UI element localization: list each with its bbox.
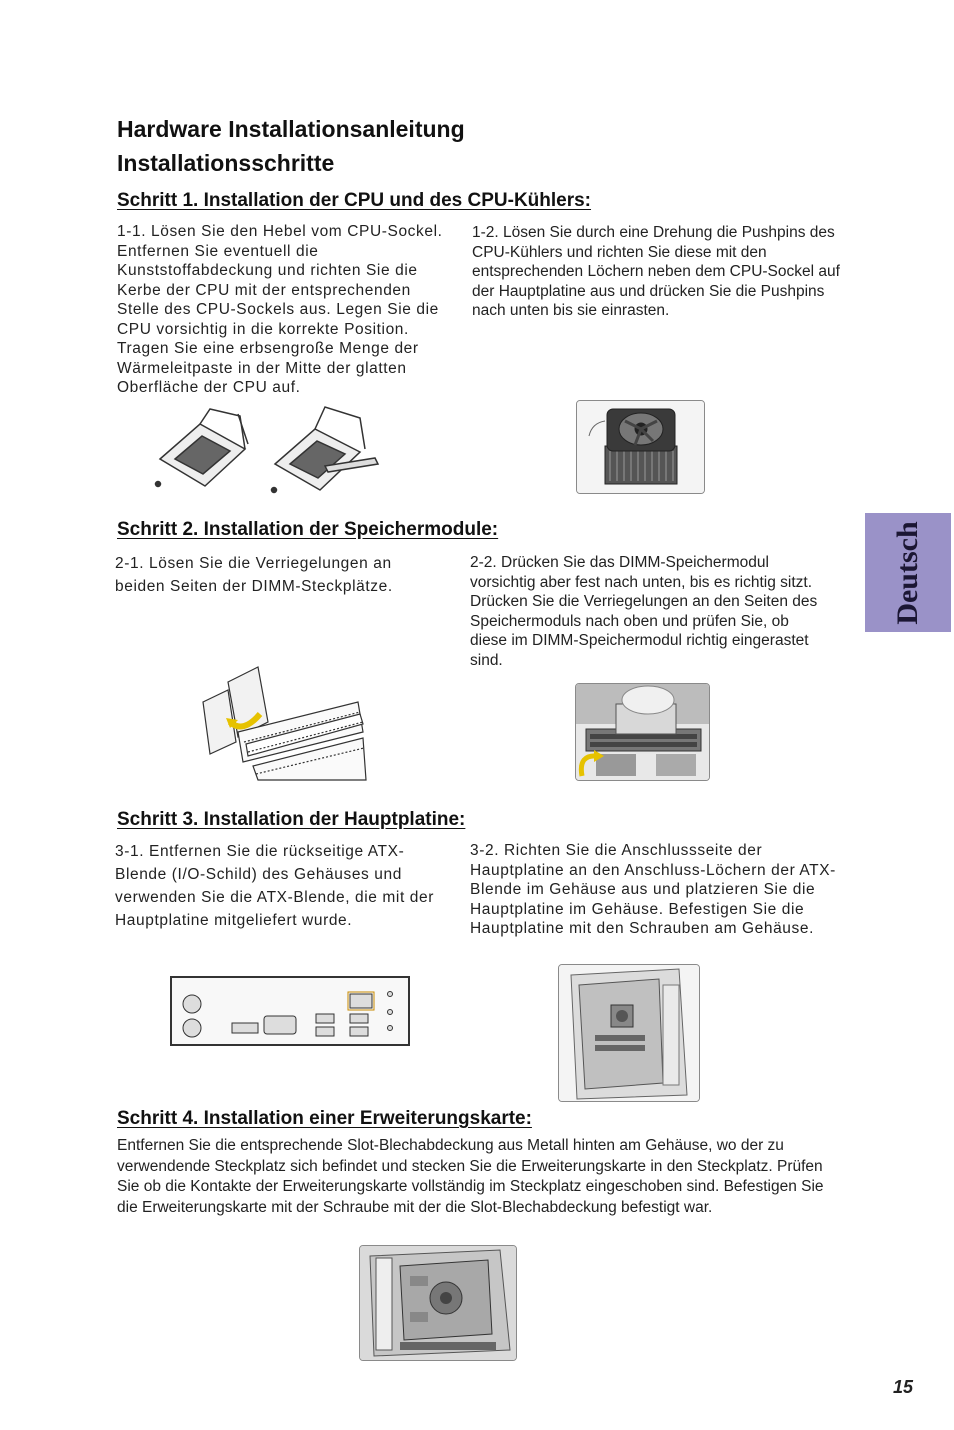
step-2-heading: Schritt 2. Installation der Speichermodule: [117,519,499,540]
cpu-socket-illustration [150,404,390,496]
dimm-install-image [575,683,710,781]
page-subtitle: Installationsschritte [117,150,335,176]
dimm-slot-illustration [198,662,368,786]
step-4-text: Entfernen Sie die entsprechende Slot-Blechabdeckung aus Metall hinten am Gehäuse, wo der zu verwendende Steckplatz sich befindet und stecken Sie die Erweiterungskarte in den Steckplatz. Prüfen Sie ob die Kontakte der Erweiterungskarte vollständig im Steckplatz eingeschoben sind. Befestigen Sie die Erweiterungskarte mit der Schraube mit der die Slot-Blechabdeckung befestigt war. [117,1137,824,1216]
step-1-right-text: 1-2. Lösen Sie durch eine Drehung die Pushpins des CPU-Kühlers und richten Sie diese mit den entsprechenden Löchern neben dem CPU-Sockel auf der Hauptplatine aus und drücken Sie die Pushpins nach unten bis sie einrasten. [472,224,840,319]
step-4-heading: Schritt 4. Installation einer Erweiterungskarte: [117,1108,532,1129]
expansion-card-image [359,1245,517,1361]
page-number: 15 [893,1377,914,1397]
cpu-cooler-image [576,400,705,494]
step-3-left-text: 3-1. Entfernen Sie die rückseitige ATX-Blende (I/O-Schild) des Gehäuses und verwenden Sie die ATX-Blende, die mit der Hauptplatine mitgeliefert wurde. [115,843,434,929]
case-mainboard-image [558,964,700,1102]
step-3-heading: Schritt 3. Installation der Hauptplatine: [117,809,466,830]
step-2-left-text: 2-1. Lösen Sie die Verriegelungen an beiden Seiten der DIMM-Steckplätze. [115,555,393,595]
language-tab-label: Deutsch [891,520,924,625]
step-1-left-text: 1-1. Lösen Sie den Hebel vom CPU-Sockel. Entfernen Sie eventuell die Kunststoffabdeckung und richten Sie die Kerbe der CPU mit der entsprechenden Stelle des CPU-Sockels aus. Legen Sie die CPU vorsichtig in die korrekte Position. Tragen Sie eine erbsengroße Menge der Wärmeleitpaste in der Mitte der glatten Oberfläche der CPU auf. [117,223,443,396]
page-title: Hardware Installationsanleitung [117,116,465,142]
step-2-right-text: 2-2. Drücken Sie das DIMM-Speichermodul vorsichtig aber fest nach unten, bis es richtig sitzt. Drücken Sie die Verriegelungen an den Seiten des Speichermoduls nach oben und prüfen Sie, ob diese im DIMM-Speichermodul richtig eingerastet sind. [470,554,818,669]
io-shield-illustration [170,976,410,1046]
step-3-right-text: 3-2. Richten Sie die Anschlussseite der Hauptplatine an den Anschluss-Löchern der ATX-Blende im Gehäuse aus und platzieren Sie die Hauptplatine im Gehäuse. Befestigen Sie die Hauptplatine mit den Schrauben am Gehäuse. [470,842,836,937]
step-1-heading: Schritt 1. Installation der CPU und des CPU-Kühlers: [117,190,592,211]
language-tab [865,513,951,632]
